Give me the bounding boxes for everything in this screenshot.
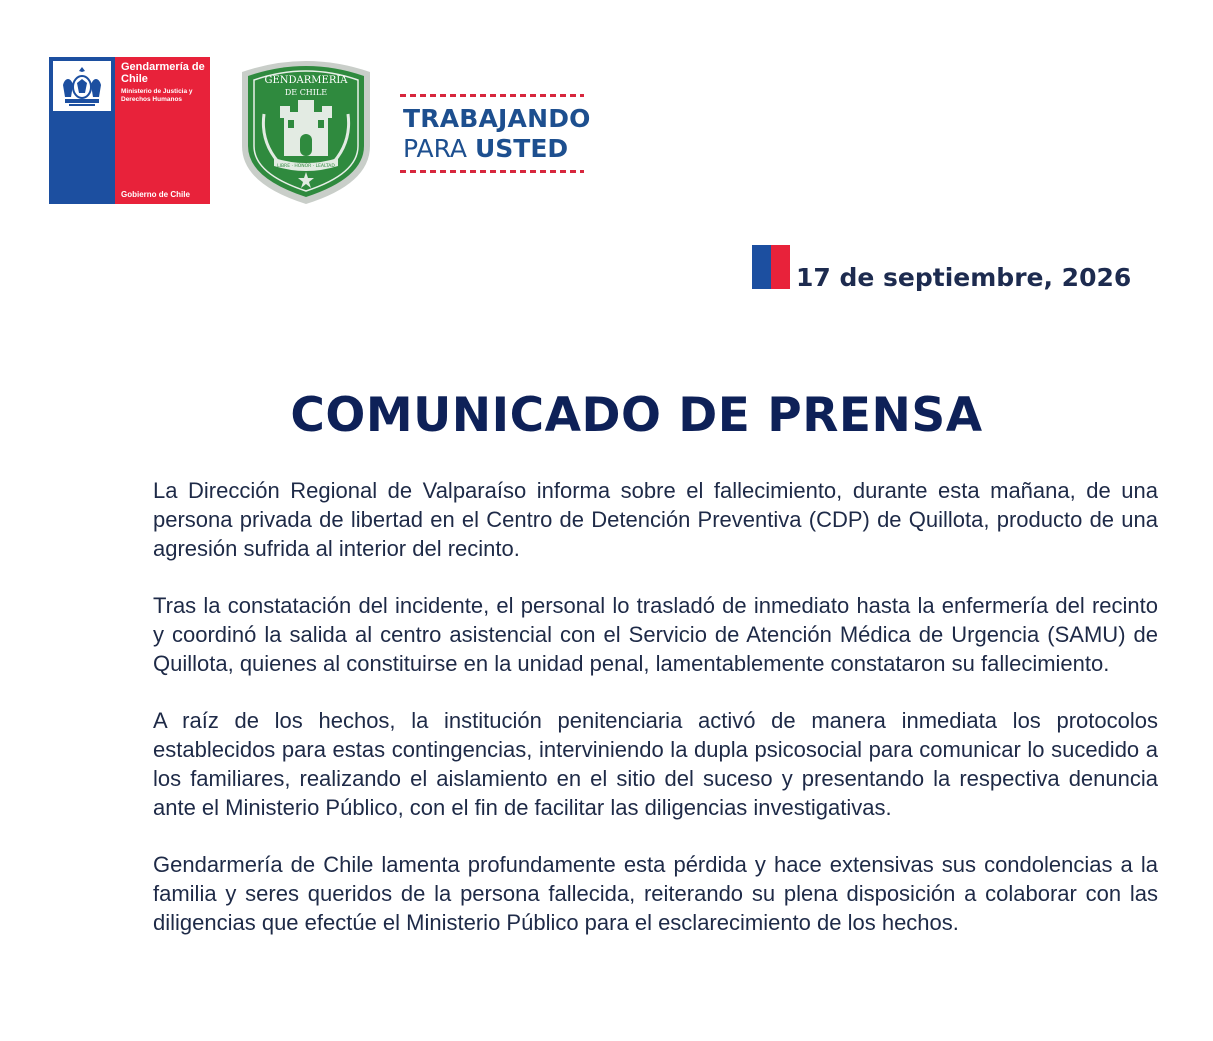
page-title: COMUNICADO DE PRENSA [290,388,983,443]
slogan-top-stripe [400,94,584,97]
badge-ribbon-text: LIBRE · HONOR · LEALTAD [277,164,335,169]
slogan-line-2-prefix: PARA [403,134,475,163]
paragraph-3: A raíz de los hechos, la institución penitenciaria activó de manera inmediata los protocolos establecidos para estas contingencias, interviniendo la dupla psicosocial para comunicar lo sucedido a los familiares, realizando el aislamiento en el sitio del suceso y presentando la respectiva denuncia ante el Ministerio Público, con el fin de facilitar las diligencias investigativas. [153,708,1158,820]
logo-ministry: Ministerio de Justicia y Derechos Humanos [121,88,193,103]
logo-red-panel [115,57,210,204]
paragraph-1: La Dirección Regional de Valparaíso informa sobre el fallecimiento, durante esta mañana, de una persona privada de libertad en el Centro de Detención Preventiva (CDP) de Quillota, producto de una agresión sufrida al interior del recinto. [153,478,1158,561]
logo-government: Gobierno de Chile [121,190,190,199]
logo-blue-panel [49,57,115,204]
badge-middle-text: DE CHILE [284,88,328,97]
press-date: 17 de septiembre, 2026 [796,263,1132,292]
badge-top-text: GENDARMERIA [264,75,348,86]
slogan-line-1: TRABAJANDO [403,104,591,133]
date-flag-icon [752,245,790,289]
coat-of-arms-icon [55,63,109,109]
paragraph-4: Gendarmería de Chile lamenta profundamente esta pérdida y hace extensivas sus condolencias a la familia y seres queridos de la persona fallecida, reiterando su plena disposición a colaborar con las diligencias que efectúe el Ministerio Público para el esclarecimiento de los hechos. [153,852,1158,935]
gobierno-logo [49,57,210,204]
paragraph-2: Tras la constatación del incidente, el personal lo trasladó de inmediato hasta la enfermería del recinto y coordinó la salida al centro asistencial con el Servicio de Atención Médica de Urgencia (SAMU) de Quillota, quienes al constituirse en la unidad penal, lamentablemente constataron su fallecimiento. [153,593,1158,676]
press-body [153,476,1158,965]
logo-org-name: Gendarmería de Chile [121,61,205,85]
slogan-bottom-stripe [400,170,584,173]
slogan-line-2-bold: USTED [475,134,569,163]
flag-red [771,245,790,289]
gendarmeria-shield-icon [234,54,378,206]
slogan-line-2 [403,134,591,164]
slogan [403,104,591,164]
gendarmeria-badge [234,54,378,206]
flag-blue [752,245,771,289]
